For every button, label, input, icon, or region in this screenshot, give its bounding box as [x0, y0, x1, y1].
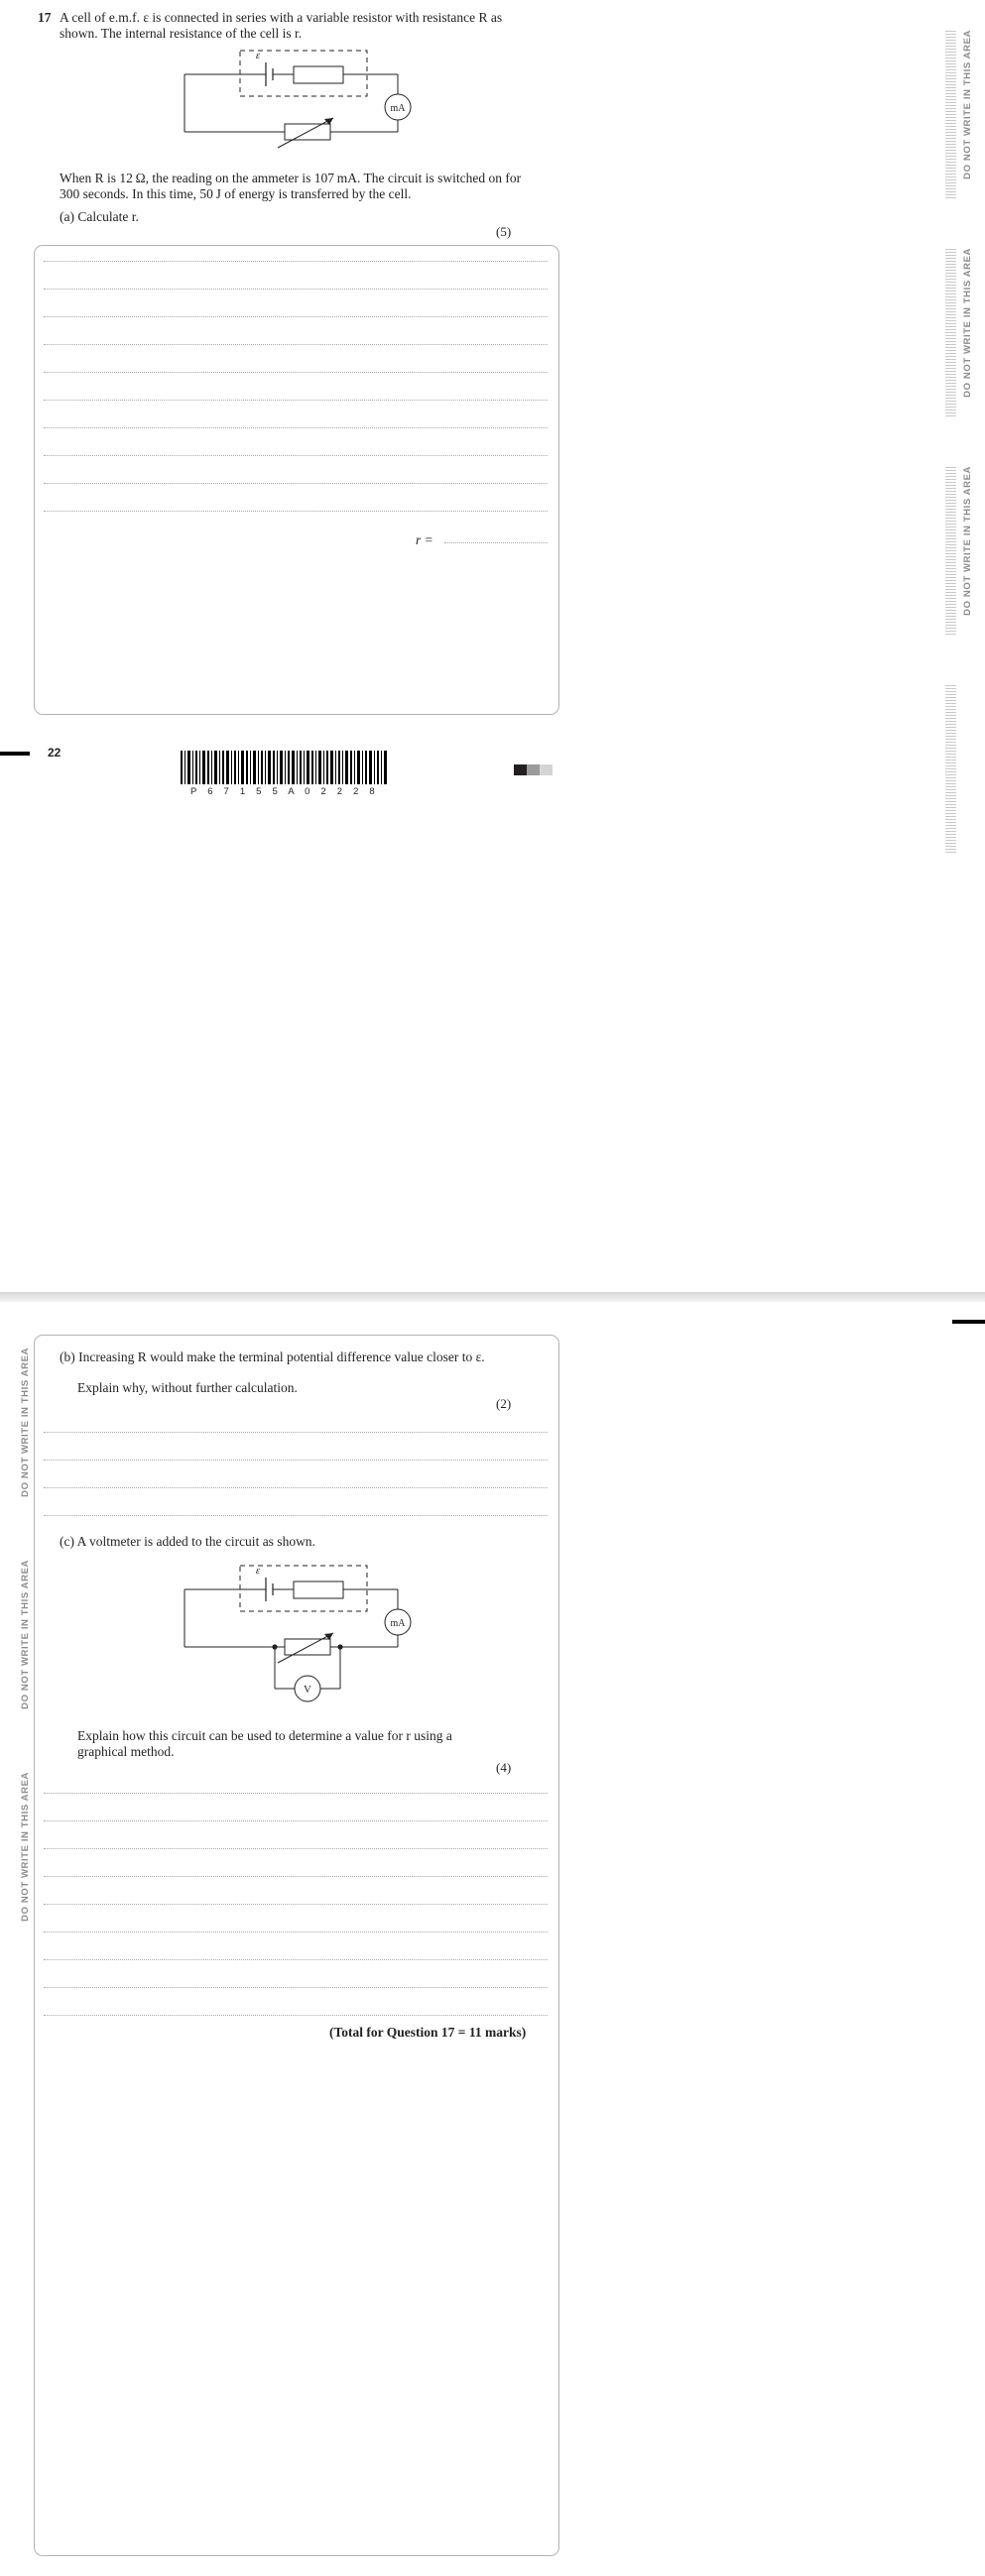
writing-line[interactable]	[44, 316, 548, 317]
writing-line[interactable]	[44, 1820, 548, 1821]
svg-text:ε: ε	[255, 1565, 261, 1577]
page-separator	[0, 1282, 985, 1292]
writing-line[interactable]	[44, 344, 548, 345]
registration-blocks	[514, 764, 553, 775]
writing-line[interactable]	[44, 1848, 548, 1849]
page-total: 22	[48, 746, 62, 760]
exam-page-1	[0, 0, 985, 1282]
hatch-decoration	[945, 466, 956, 635]
writing-line[interactable]	[44, 1987, 548, 1988]
do-not-write-label: DO NOT WRITE IN THIS AREA	[962, 466, 973, 616]
barcode-text: P 6 7 1 5 5 A 0 2 2 2 8	[190, 786, 379, 797]
writing-line[interactable]	[44, 1487, 548, 1488]
writing-line[interactable]	[44, 1904, 548, 1905]
writing-line[interactable]	[44, 372, 548, 373]
writing-line[interactable]	[44, 455, 548, 456]
answer-prompt: r =	[416, 532, 433, 547]
part-b-marks: (2)	[496, 1396, 512, 1411]
do-not-write-label: DO NOT WRITE IN THIS AREA	[20, 1347, 31, 1497]
do-not-write-label: DO NOT WRITE IN THIS AREA	[962, 248, 973, 398]
question-stem-line-1: A cell of e.m.f. ε is connected in series with a variable resistor with resistance R as	[60, 10, 503, 25]
paragraph-line-1: When R is 12 Ω, the reading on the ammeter is 107 mA. The circuit is switched on for	[60, 171, 522, 185]
hatch-decoration	[945, 248, 956, 416]
writing-line[interactable]	[44, 289, 548, 290]
paragraph-line-2: 300 seconds. In this time, 50 J of energy is transferred by the cell.	[60, 186, 412, 201]
exam-page-2	[0, 1292, 985, 2576]
registration-block-mid	[527, 764, 540, 775]
writing-line[interactable]	[44, 483, 548, 484]
do-not-write-label: DO NOT WRITE IN THIS AREA	[20, 1772, 31, 1922]
edge-marker	[0, 752, 30, 756]
part-c-line-2: graphical method.	[77, 1744, 175, 1759]
registration-block-light	[540, 764, 553, 775]
answer-fill-line[interactable]	[444, 542, 548, 543]
writing-line[interactable]	[44, 400, 548, 401]
svg-text:V: V	[304, 1684, 311, 1696]
part-c-line-1: Explain how this circuit can be used to determine a value for r using a	[77, 1728, 452, 1743]
do-not-write-label: DO NOT WRITE IN THIS AREA	[962, 30, 973, 179]
writing-line[interactable]	[44, 1959, 548, 1960]
hatch-decoration	[945, 30, 956, 198]
circuit-diagram-2	[169, 1560, 446, 1723]
svg-text:ε: ε	[255, 50, 261, 61]
page-top-shadow	[0, 1292, 985, 1302]
registration-block-dark	[514, 764, 527, 775]
part-c-prompt: (c) A voltmeter is added to the circuit as shown.	[60, 1534, 315, 1549]
writing-line[interactable]	[44, 2015, 548, 2016]
writing-line[interactable]	[44, 1876, 548, 1877]
part-b-line-1: (b) Increasing R would make the terminal potential difference value closer to ε.	[60, 1349, 485, 1364]
barcode	[181, 751, 391, 784]
writing-line[interactable]	[44, 1460, 548, 1461]
writing-line[interactable]	[44, 1793, 548, 1794]
writing-line[interactable]	[44, 511, 548, 512]
svg-text:mA: mA	[390, 1618, 406, 1629]
side-column-right	[933, 0, 985, 1282]
part-a-marks: (5)	[496, 224, 512, 239]
part-b-line-2: Explain why, without further calculation.	[77, 1380, 298, 1395]
writing-line[interactable]	[44, 1432, 548, 1433]
question-total: (Total for Question 17 = 11 marks)	[329, 2025, 527, 2040]
do-not-write-label: DO NOT WRITE IN THIS AREA	[20, 1560, 31, 1709]
circuit-diagram-1	[169, 45, 446, 159]
writing-line[interactable]	[44, 427, 548, 428]
question-stem-line-2: shown. The internal resistance of the cell is r.	[60, 26, 303, 41]
writing-line[interactable]	[44, 1515, 548, 1516]
edge-marker	[952, 1320, 985, 1324]
answer-area-bc[interactable]	[34, 1335, 559, 2556]
svg-text:mA: mA	[390, 103, 406, 114]
part-c-marks: (4)	[496, 1760, 512, 1775]
writing-line[interactable]	[44, 261, 548, 262]
question-number: 17	[38, 10, 52, 25]
hatch-decoration	[945, 684, 956, 853]
part-a-prompt: (a) Calculate r.	[60, 209, 139, 224]
